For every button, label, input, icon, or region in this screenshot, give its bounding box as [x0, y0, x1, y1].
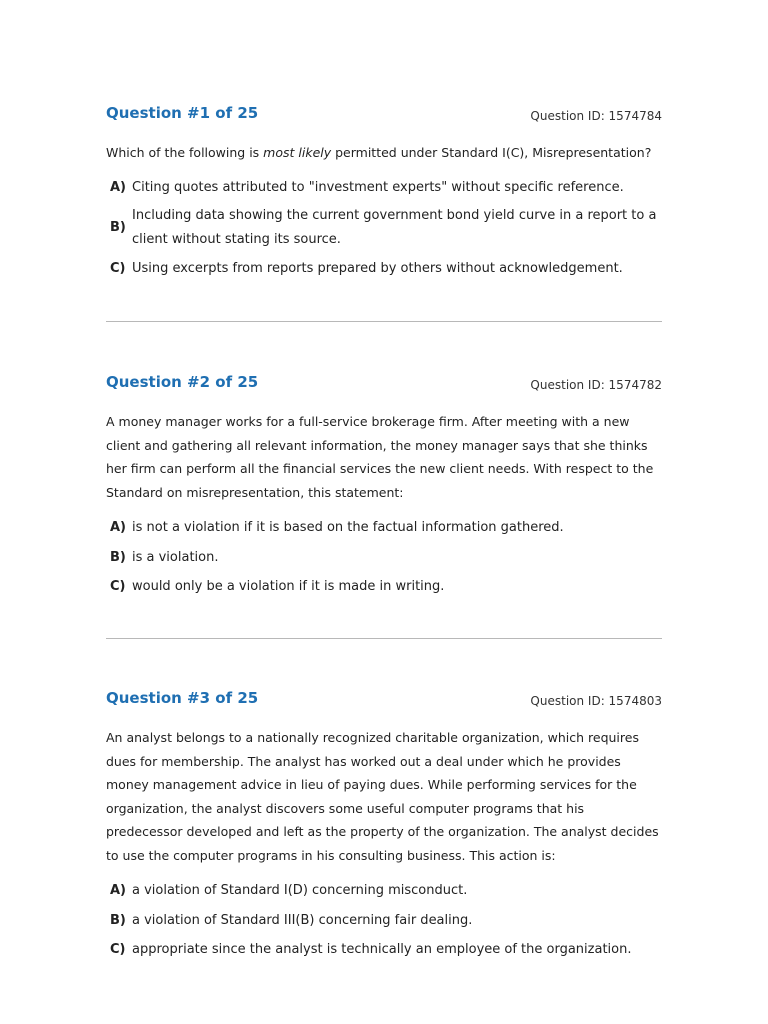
stem-text: permitted under Standard I(C), Misrepresentation? [331, 145, 652, 160]
question-header [106, 373, 662, 397]
question-title: Question #3 of 25 [106, 689, 259, 707]
option-a[interactable] [106, 176, 662, 200]
option-b[interactable] [106, 204, 662, 251]
question-id: Question ID: 1574782 [530, 378, 662, 392]
option-letter: C) [110, 261, 126, 276]
option-text: appropriate since the analyst is technically an employee of the organization. [132, 942, 632, 957]
option-c[interactable] [106, 257, 662, 281]
question-3 [106, 689, 662, 962]
option-text: a violation of Standard III(B) concerning fair dealing. [132, 912, 473, 928]
option-text: Citing quotes attributed to "investment experts" without specific reference. [132, 179, 624, 195]
section-divider [106, 638, 662, 639]
question-id: Question ID: 1574784 [530, 109, 662, 123]
question-header [106, 104, 662, 128]
answer-options [106, 879, 662, 962]
option-letter: C) [110, 579, 126, 594]
option-text: would only be a violation if it is made in writing. [132, 579, 445, 594]
option-letter: C) [110, 942, 126, 957]
option-letter: B) [110, 219, 126, 235]
question-1 [106, 104, 662, 281]
option-letter: B) [110, 549, 126, 565]
option-text: Using excerpts from reports prepared by others without acknowledgement. [132, 261, 623, 276]
answer-options [106, 516, 662, 599]
option-letter: A) [110, 883, 127, 898]
option-text: a violation of Standard I(D) concerning misconduct. [132, 883, 468, 898]
question-title: Question #1 of 25 [106, 104, 259, 122]
option-a[interactable] [106, 879, 662, 903]
question-stem: An analyst belongs to a nationally recognized charitable organization, which requires dues for membership. The analyst has worked out a deal under which he provides money management advice in lieu of paying dues. While performing services for the organization, the analyst discovers some useful computer programs that his predecessor developed and left as the property of the organization. The analyst decides to use the computer programs in his consulting business. This action is: [106, 730, 659, 863]
option-letter: A) [110, 179, 127, 195]
option-c[interactable] [106, 938, 662, 962]
question-id: Question ID: 1574803 [530, 694, 662, 708]
answer-options [106, 176, 662, 281]
option-b[interactable] [106, 909, 662, 933]
stem-emphasis: most likely [263, 145, 332, 160]
option-letter: A) [110, 520, 127, 535]
option-b[interactable] [106, 546, 662, 570]
option-text: Including data showing the current government bond yield curve in a report to a client without stating its source. [132, 208, 657, 247]
option-a[interactable] [106, 516, 662, 540]
option-text: is not a violation if it is based on the factual information gathered. [132, 520, 564, 535]
question-stem: A money manager works for a full-service brokerage firm. After meeting with a new client and gathering all relevant information, the money manager says that she thinks her firm can perform all the financial services the new client needs. With respect to the Standard on misrepresentation, this statement: [106, 414, 654, 500]
option-c[interactable] [106, 575, 662, 599]
question-stem [106, 141, 662, 165]
question-2 [106, 373, 662, 599]
stem-text: Which of the following is [106, 145, 264, 160]
option-text: is a violation. [132, 549, 219, 565]
question-header [106, 689, 662, 713]
section-divider [106, 321, 662, 322]
question-title: Question #2 of 25 [106, 373, 259, 391]
option-letter: B) [110, 912, 126, 928]
